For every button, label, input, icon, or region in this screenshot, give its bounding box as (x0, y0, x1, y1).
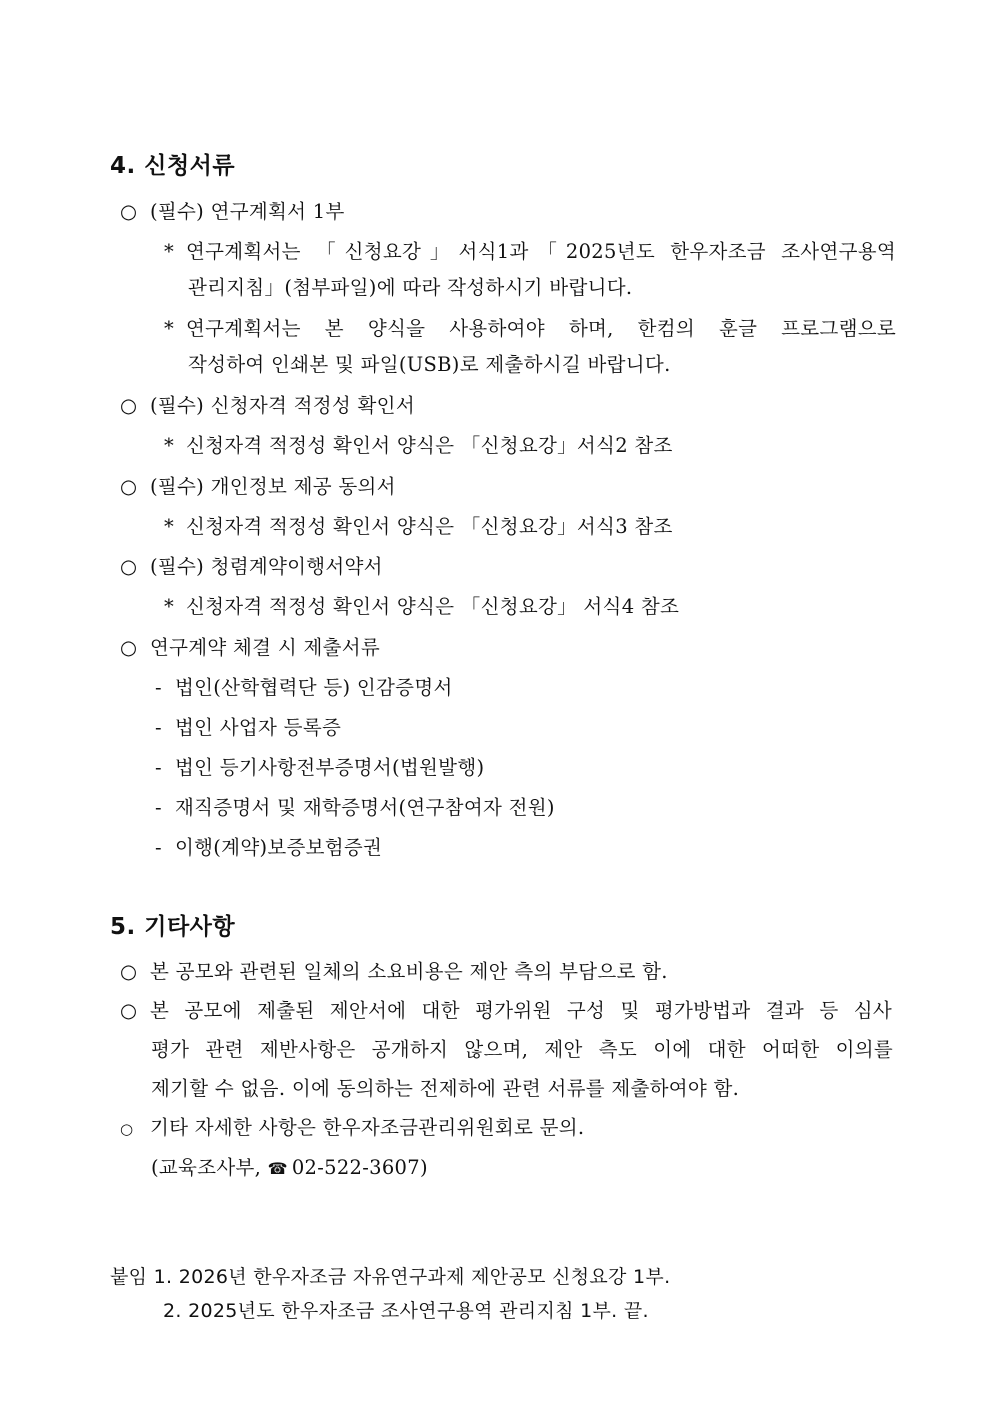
note-text: 연구계획서는 본 양식을 사용하여야 하며, 한컴의 훈글 프로그램으로 (186, 317, 896, 340)
note-research-plan-2-cont: 작성하여 인쇄본 및 파일(USB)로 제출하시길 바랍니다. (188, 353, 671, 376)
note-integrity-pledge (164, 591, 679, 619)
note-research-plan-1-cont: 관리지침」(첨부파일)에 따라 작성하시기 바랍니다. (188, 276, 633, 299)
list-item-text: 이행(계약)보증보험증권 (175, 836, 383, 859)
dash-icon: - (155, 676, 162, 699)
item-text: 기타 자세한 사항은 한우자조금관리위원회로 문의. (150, 1116, 585, 1139)
circle-bullet-icon: ○ (120, 555, 138, 578)
asterisk-icon: * (164, 434, 175, 457)
item-text: (필수) 연구계획서 1부 (150, 200, 345, 223)
list-item (155, 832, 382, 860)
phone-icon: ☎ (267, 1159, 288, 1178)
item-integrity-pledge (120, 551, 383, 579)
item-text: 연구계약 체결 시 제출서류 (150, 636, 381, 659)
item-eligibility (120, 390, 415, 418)
list-item-text: 법인 등기사항전부증명서(법원발행) (175, 756, 485, 779)
circle-bullet-icon: ○ (120, 394, 138, 417)
circle-bullet-icon: ○ (120, 475, 138, 498)
item-evaluation-cont-1 (151, 1034, 893, 1062)
list-item-text: 재직증명서 및 재학증명서(연구참여자 전원) (175, 796, 555, 819)
section-4-title: 4. 신청서류 (110, 153, 236, 179)
item-text: 평가 관련 제반사항은 공개하지 않으며, 제안 측도 이에 대한 어떠한 이의를 (151, 1038, 893, 1061)
attachment-2: 2. 2025년도 한우자조금 조사연구용역 관리지침 1부. 끝. (163, 1300, 649, 1322)
list-item (155, 712, 341, 740)
list-item (155, 752, 484, 780)
item-evaluation-cont-2: 제기할 수 없음. 이에 동의하는 전제하에 관련 서류를 제출하여야 함. (151, 1077, 740, 1100)
note-text: 연구계획서는 「신청요강」서식1과「2025년도 한우자조금 조사연구용역 (186, 240, 896, 263)
circle-bullet-icon: ○ (120, 200, 138, 223)
note-text: 신청자격 적정성 확인서 양식은 「신청요강」서식2 참조 (186, 434, 673, 457)
list-item-text: 법인 사업자 등록증 (175, 716, 342, 739)
circle-bullet-icon: ○ (120, 960, 138, 983)
item-text: (필수) 청렴계약이행서약서 (150, 555, 383, 578)
item-contract-documents (120, 632, 380, 660)
item-text: 본 공모에 제출된 제안서에 대한 평가위원 구성 및 평가방법과 결과 등 심사 (150, 999, 892, 1022)
item-evaluation (120, 995, 892, 1023)
item-text: (필수) 신청자격 적정성 확인서 (150, 394, 415, 417)
dash-icon: - (155, 756, 162, 779)
asterisk-icon: * (164, 240, 175, 263)
dash-icon: - (155, 836, 162, 859)
item-costs (120, 956, 668, 984)
asterisk-icon: * (164, 595, 175, 618)
attachment-1: 붙임 1. 2026년 한우자조금 자유연구과제 제안공모 신청요강 1부. (110, 1266, 671, 1288)
item-text: 본 공모와 관련된 일체의 소요비용은 제안 측의 부담으로 함. (150, 960, 668, 983)
item-text: (필수) 개인정보 제공 동의서 (150, 475, 396, 498)
dash-icon: - (155, 716, 162, 739)
contact-info (151, 1152, 428, 1180)
note-privacy-consent (164, 511, 673, 539)
item-research-plan (120, 196, 345, 224)
dash-icon: - (155, 796, 162, 819)
circle-bullet-icon: ○ (120, 636, 138, 659)
item-inquiry (120, 1112, 584, 1140)
small-circle-bullet-icon: ○ (120, 1120, 134, 1138)
list-item-text: 법인(산학협력단 등) 인감증명서 (175, 676, 453, 699)
note-text: 신청자격 적정성 확인서 양식은 「신청요강」 서식4 참조 (186, 595, 680, 618)
circle-bullet-icon: ○ (120, 999, 138, 1022)
contact-phone: 02-522-3607) (291, 1156, 428, 1179)
item-privacy-consent (120, 471, 396, 499)
asterisk-icon: * (164, 317, 175, 340)
section-5-title: 5. 기타사항 (110, 914, 236, 940)
asterisk-icon: * (164, 515, 175, 538)
note-research-plan-2 (164, 313, 896, 341)
list-item (155, 792, 555, 820)
contact-department: (교육조사부, (151, 1156, 262, 1179)
note-research-plan-1 (164, 236, 896, 264)
list-item (155, 672, 453, 700)
note-text: 신청자격 적정성 확인서 양식은 「신청요강」서식3 참조 (186, 515, 673, 538)
note-eligibility (164, 430, 673, 458)
